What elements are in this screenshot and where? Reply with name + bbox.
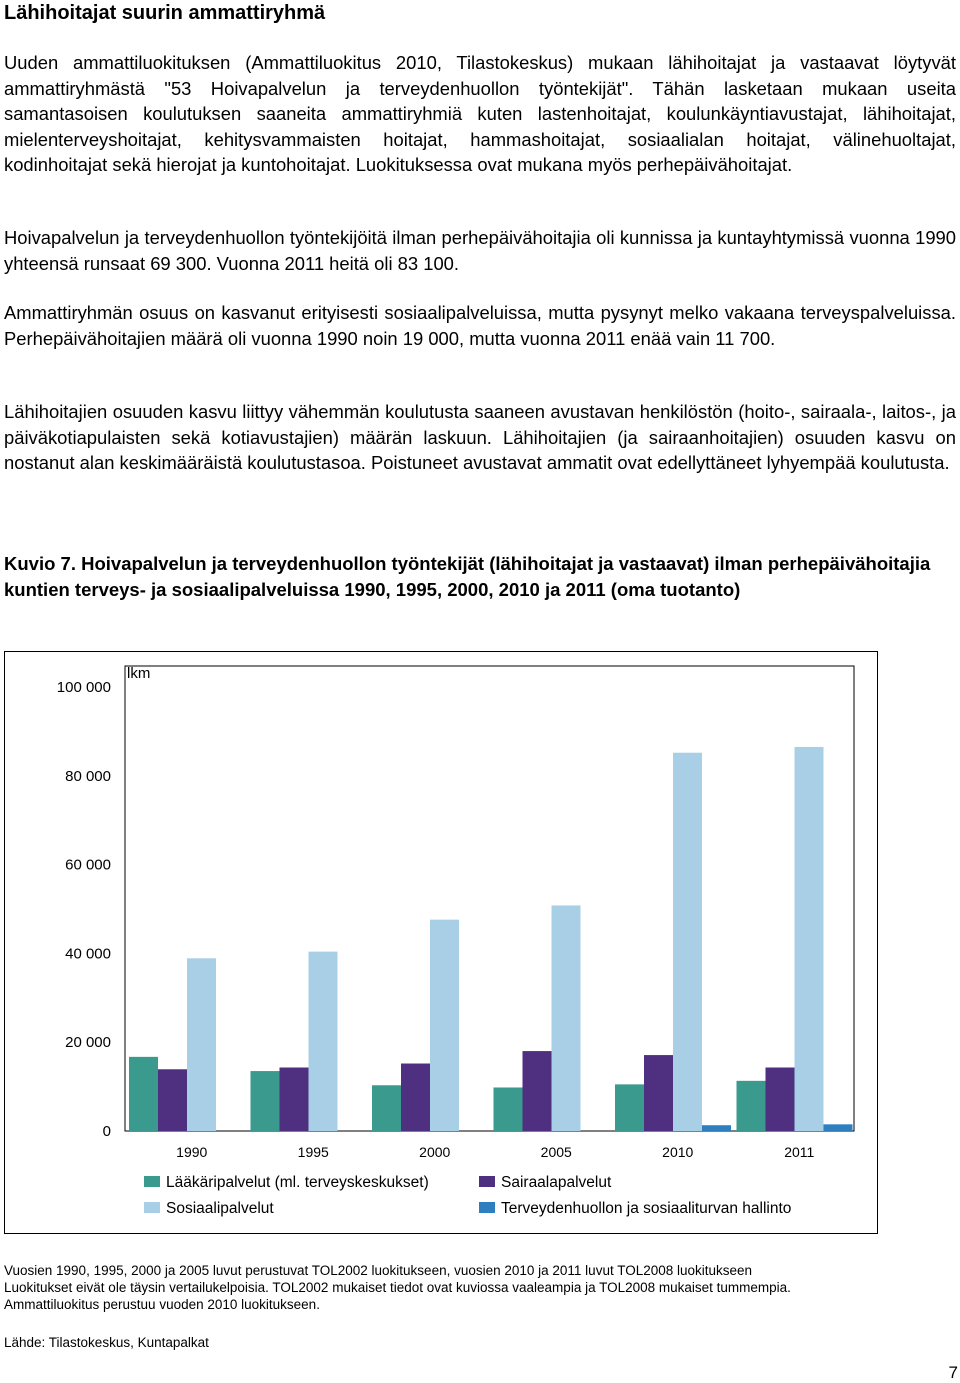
section-heading: Lähihoitajat suurin ammattiryhmä [4, 2, 326, 24]
x-tick-label: 2005 [540, 1144, 572, 1160]
bar [430, 920, 459, 1131]
bar [523, 1051, 552, 1131]
figure-notes [4, 1262, 954, 1313]
legend-label: Lääkäripalvelut (ml. terveyskeskukset) [166, 1174, 429, 1191]
legend-swatch [144, 1202, 160, 1213]
source-line: Lähde: Tilastokeskus, Kuntapalkat [4, 1335, 209, 1350]
bar [552, 905, 581, 1131]
bar [766, 1068, 795, 1131]
y-tick-label: 0 [102, 1123, 111, 1140]
bar [401, 1064, 430, 1131]
bar [673, 753, 702, 1131]
legend-label: Sosiaalipalvelut [166, 1200, 274, 1217]
legend-swatch [479, 1176, 495, 1187]
bar [795, 747, 824, 1131]
paragraph-3: Ammattiryhmän osuus on kasvanut erityisesti sosiaalipalveluissa, mutta pysynyt melko vakaana terveyspalveluissa. Perhepäivähoitajien määrä oli vuonna 1990 noin 19 000, mutta vuonna 2011 enää vain 11 700. [4, 302, 956, 349]
x-tick-label: 2011 [784, 1144, 815, 1160]
y-tick-label: 100 000 [56, 679, 111, 696]
note-line: Luokitukset eivät ole täysin vertailukelpoisia. TOL2002 mukaiset tiedot ovat kuviossa vaaleampia ja TOL2008 mukaiset tummempia. [4, 1280, 791, 1295]
paragraph-2: Hoivapalvelun ja terveydenhuollon työntekijöitä ilman perhepäivähoitajia oli kunnissa ja kuntayhtymissä vuonna 1990 yhteensä runsaat 69 300. Vuonna 2011 heitä oli 83 100. [4, 227, 956, 274]
y-tick-label: 20 000 [65, 1034, 111, 1052]
legend-swatch [144, 1176, 160, 1187]
x-tick-label: 2010 [662, 1144, 694, 1160]
page-number: 7 [948, 1363, 958, 1382]
bar [158, 1069, 187, 1131]
bar [309, 952, 338, 1131]
paragraph-1: Uuden ammattiluokituksen (Ammattiluokitus 2010, Tilastokeskus) mukaan lähihoitajat ja vastaavat löytyvät ammattiryhmästä "53 Hoivapalvelun ja terveydenhuollon työntekijät". Tähän lasketaan mukaan useita samantasoisen koulutuksen saaneita ammattiryhmiä kuten lastenhoitajat, koulunkäyntiavustajat, lähihoitajat, mielenterveyshoitajat, kehitysvammaisten hoitajat, hammashoitajat, sosiaalialan hoitajat, välinehuoltajat, kodinhoitajat sekä hierojat ja kuntohoitajat. Luokituksessa ovat mukana myös perhepäivähoitajat. [4, 52, 956, 176]
bar [251, 1071, 280, 1131]
note-line: Ammattiluokitus perustuu vuoden 2010 luokitukseen. [4, 1297, 320, 1312]
y-axis-label: lkm [127, 665, 151, 682]
bar [615, 1084, 644, 1131]
bar [737, 1081, 766, 1131]
legend-label: Terveydenhuollon ja sosiaaliturvan hallinto [501, 1200, 792, 1217]
bar [494, 1087, 523, 1131]
bar-chart [5, 652, 879, 1235]
bar [129, 1057, 158, 1131]
x-tick-label: 2000 [419, 1144, 451, 1160]
chart-frame [4, 651, 878, 1234]
plot-area [125, 666, 854, 1131]
legend-label: Sairaalapalvelut [501, 1174, 612, 1191]
paragraph-4: Lähihoitajien osuuden kasvu liittyy vähemmän koulutusta saaneen avustavan henkilöstön (hoito-, sairaala-, laitos-, ja päiväkotiapulaisten sekä kotiavustajien) määrän laskuun. Lähihoitajien (ja sairaanhoitajien) osuuden kasvu on nostanut alan keskimääräistä koulutustasoa. Poistuneet avustavat ammatit ovat edellyttäneet lyhyempää koulutusta. [4, 401, 956, 474]
x-tick-label: 1990 [176, 1144, 208, 1160]
note-line: Vuosien 1990, 1995, 2000 ja 2005 luvut perustuvat TOL2002 luokitukseen, vuosien 2010 ja 2011 luvut TOL2008 luokitukseen [4, 1263, 753, 1278]
legend-swatch [479, 1202, 495, 1213]
bar [187, 958, 216, 1131]
x-tick-label: 1995 [297, 1144, 329, 1160]
bar [644, 1055, 673, 1131]
bar [824, 1124, 853, 1131]
bar [280, 1068, 309, 1131]
y-tick-label: 80 000 [65, 767, 111, 785]
y-tick-label: 40 000 [65, 945, 111, 963]
bar [702, 1125, 731, 1131]
bar [372, 1085, 401, 1131]
figure-caption: Kuvio 7. Hoivapalvelun ja terveydenhuollon työntekijät (lähihoitajat ja vastaavat) ilman perhepäivähoitajia kuntien terveys- ja sosiaalipalveluissa 1990, 1995, 2000, 2010 ja 2011 (oma tuotanto) [4, 553, 931, 600]
y-tick-label: 60 000 [65, 856, 111, 874]
